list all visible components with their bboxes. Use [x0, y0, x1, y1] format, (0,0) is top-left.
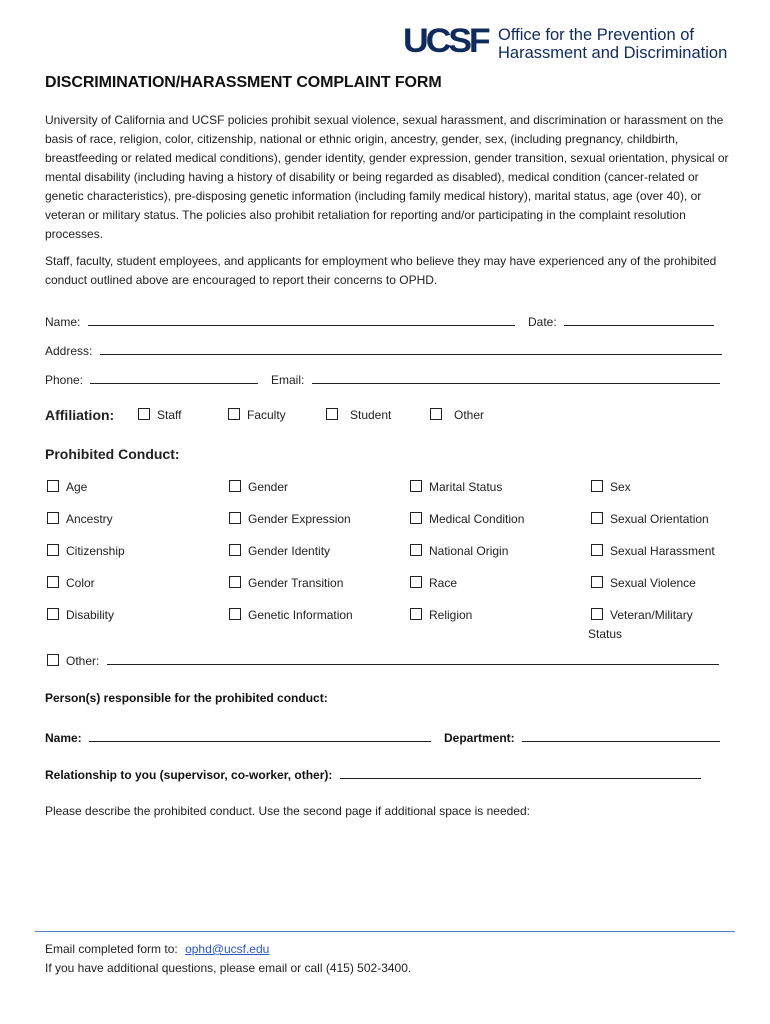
- conduct-option[interactable]: Disability: [47, 608, 114, 622]
- relationship-label: Relationship to you (supervisor, co-worker, other):: [45, 768, 333, 782]
- other-conduct-field[interactable]: [107, 653, 719, 665]
- checkbox-icon[interactable]: [326, 408, 338, 420]
- name-field[interactable]: [88, 314, 515, 326]
- conduct-option[interactable]: Gender Identity: [229, 544, 330, 558]
- checkbox-icon[interactable]: [229, 608, 241, 620]
- affiliation-option-faculty[interactable]: Faculty: [228, 408, 286, 422]
- relationship-field[interactable]: [340, 767, 701, 779]
- checkbox-icon[interactable]: [47, 608, 59, 620]
- conduct-option[interactable]: Color: [47, 576, 95, 590]
- conduct-option[interactable]: National Origin: [410, 544, 508, 558]
- prohibited-conduct-label: Prohibited Conduct:: [45, 446, 180, 462]
- footer-divider: [35, 931, 735, 932]
- other-conduct-label: Other:: [66, 654, 100, 668]
- office-logo: [402, 20, 745, 70]
- conduct-option[interactable]: Ancestry: [47, 512, 113, 526]
- conduct-option[interactable]: Sexual Violence: [591, 576, 696, 590]
- department-field[interactable]: [522, 730, 720, 742]
- phone-row: [45, 372, 258, 387]
- ucsf-logo-mark: UCSF: [402, 22, 488, 60]
- responsible-name-row: [45, 730, 431, 745]
- phone-label: Phone:: [45, 373, 84, 387]
- footer-email-line: [45, 942, 269, 956]
- address-label: Address:: [45, 344, 93, 358]
- department-label: Department:: [444, 731, 515, 745]
- checkbox-icon[interactable]: [47, 480, 59, 492]
- conduct-option[interactable]: Medical Condition: [410, 512, 524, 526]
- checkbox-icon[interactable]: [229, 480, 241, 492]
- footer-questions: If you have additional questions, please email or call (415) 502-3400.: [45, 961, 412, 975]
- email-label: Email:: [271, 373, 305, 387]
- conduct-option[interactable]: Citizenship: [47, 544, 125, 558]
- date-field[interactable]: [564, 314, 714, 326]
- form-title: DISCRIMINATION/HARASSMENT COMPLAINT FORM: [45, 74, 442, 91]
- checkbox-icon[interactable]: [591, 608, 603, 620]
- conduct-option-continuation: Status: [588, 627, 623, 641]
- responsible-name-field[interactable]: [89, 730, 431, 742]
- checkbox-icon[interactable]: [410, 544, 422, 556]
- department-row: [444, 730, 720, 745]
- checkbox-icon[interactable]: [410, 608, 422, 620]
- footer-email-prefix: Email completed form to:: [45, 942, 178, 956]
- checkbox-icon[interactable]: [47, 576, 59, 588]
- name-row: [45, 314, 515, 329]
- conduct-option[interactable]: Gender: [229, 480, 288, 494]
- conduct-option[interactable]: Sexual Orientation: [591, 512, 709, 526]
- relationship-row: [45, 767, 701, 782]
- checkbox-icon[interactable]: [229, 512, 241, 524]
- checkbox-icon[interactable]: [591, 512, 603, 524]
- checkbox-icon[interactable]: [229, 544, 241, 556]
- email-field[interactable]: [312, 372, 720, 384]
- checkbox-icon[interactable]: [228, 408, 240, 420]
- date-label: Date:: [528, 315, 557, 329]
- conduct-option[interactable]: Sex: [591, 480, 631, 494]
- responsible-heading: Person(s) responsible for the prohibited conduct:: [45, 691, 328, 705]
- phone-field[interactable]: [90, 372, 258, 384]
- conduct-option[interactable]: Race: [410, 576, 457, 590]
- conduct-option[interactable]: Age: [47, 480, 87, 494]
- checkbox-icon[interactable]: [410, 480, 422, 492]
- affiliation-option-other[interactable]: Other: [430, 408, 484, 422]
- conduct-option[interactable]: Gender Transition: [229, 576, 343, 590]
- date-row: [528, 314, 714, 329]
- conduct-option[interactable]: Marital Status: [410, 480, 502, 494]
- checkbox-icon[interactable]: [47, 654, 59, 666]
- name-label: Name:: [45, 315, 81, 329]
- affiliation-option-staff[interactable]: Staff: [138, 408, 181, 422]
- ophd-email-link[interactable]: ophd@ucsf.edu: [185, 942, 270, 956]
- address-field[interactable]: [100, 343, 722, 355]
- conduct-option[interactable]: Religion: [410, 608, 472, 622]
- checkbox-icon[interactable]: [229, 576, 241, 588]
- checkbox-icon[interactable]: [591, 576, 603, 588]
- description-area[interactable]: [45, 825, 735, 925]
- describe-prompt: Please describe the prohibited conduct. Use the second page if additional space is needed:: [45, 804, 530, 818]
- other-conduct-row: [47, 653, 719, 668]
- responsible-name-label: Name:: [45, 731, 82, 745]
- checkbox-icon[interactable]: [47, 512, 59, 524]
- policy-paragraph: University of California and UCSF policies prohibit sexual violence, sexual harassment, and discrimination or harassment on the basis of race, religion, color, citizenship, national or ethnic origin, ancestry, gender, sex, (including pregnancy, childbirth, breastfeeding or related medical conditions), gender identity, gender expression, gender transition, sexual orientation, physical or mental disability (including having a history of disability or being regarded as disabled), medical condition (cancer-related or genetic characteristics), pre-disposing genetic information (including family medical history), marital status, age (over 40), or veteran or military status. The policies also prohibit retaliation for reporting and/or participating in the complaint resolution processes.: [45, 113, 729, 241]
- checkbox-icon[interactable]: [47, 544, 59, 556]
- address-row: [45, 343, 722, 358]
- conduct-option[interactable]: Genetic Information: [229, 608, 353, 622]
- checkbox-icon[interactable]: [591, 480, 603, 492]
- conduct-option[interactable]: Veteran/Military: [591, 608, 693, 622]
- checkbox-icon[interactable]: [410, 576, 422, 588]
- affiliation-option-student[interactable]: Student: [326, 408, 391, 422]
- checkbox-icon[interactable]: [410, 512, 422, 524]
- office-name-line2: Harassment and Discrimination: [498, 44, 728, 62]
- reporting-paragraph: Staff, faculty, student employees, and applicants for employment who believe they may have experienced any of the prohibited conduct outlined above are encouraged to report their concerns to OPHD.: [45, 254, 717, 287]
- email-row: [271, 372, 720, 387]
- checkbox-icon[interactable]: [138, 408, 150, 420]
- checkbox-icon[interactable]: [591, 544, 603, 556]
- checkbox-icon[interactable]: [430, 408, 442, 420]
- conduct-option[interactable]: Gender Expression: [229, 512, 351, 526]
- affiliation-label: Affiliation:: [45, 407, 115, 423]
- office-name: [498, 26, 727, 62]
- conduct-option[interactable]: Sexual Harassment: [591, 544, 715, 558]
- office-name-line1: Office for the Prevention of: [498, 26, 694, 44]
